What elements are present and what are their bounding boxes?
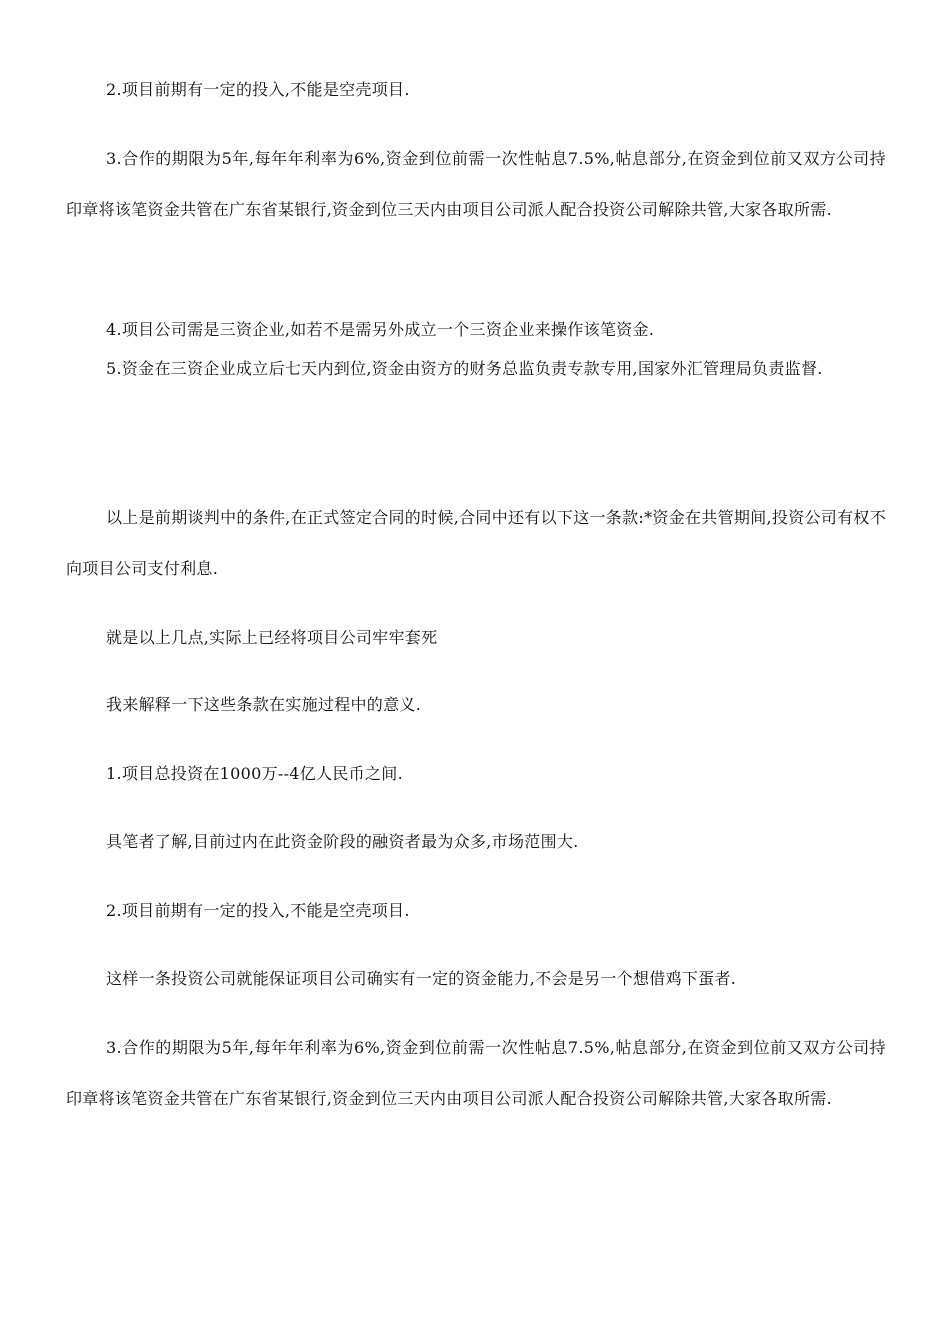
- paragraph-5: 以上是前期谈判中的条件,在正式签定合同的时候,合同中还有以下这一条款:*资金在共管期间,投资公司有权不向项目公司支付利息.: [66, 508, 886, 578]
- paragraph-6: 就是以上几点,实际上已经将项目公司牢牢套死: [106, 628, 438, 647]
- paragraph-11: 这样一条投资公司就能保证项目公司确实有一定的资金能力,不会是另一个想借鸡下蛋者.: [106, 969, 737, 988]
- paragraph-1: 2.项目前期有一定的投入,不能是空壳项目.: [106, 80, 410, 99]
- paragraph-7: 我来解释一下这些条款在实施过程中的意义.: [106, 695, 422, 714]
- paragraph-4: 5.资金在三资企业成立后七天内到位,资金由资方的财务总监负责专款专用,国家外汇管理局负责监督.: [106, 359, 823, 378]
- paragraph-8: 1.项目总投资在1000万--4亿人民币之间.: [106, 764, 403, 783]
- paragraph-3: 4.项目公司需是三资企业,如若不是需另外成立一个三资企业来操作该笔资金.: [106, 320, 655, 339]
- paragraph-10: 2.项目前期有一定的投入,不能是空壳项目.: [106, 901, 410, 920]
- paragraph-2: 3.合作的期限为5年,每年年利率为6%,资金到位前需一次性帖息7.5%,帖息部分,在资金到位前又双方公司持印章将该笔资金共管在广东省某银行,资金到位三天内由项目公司派人配合投资公司解除共管,大家各取所需.: [66, 149, 886, 219]
- paragraph-12: 3.合作的期限为5年,每年年利率为6%,资金到位前需一次性帖息7.5%,帖息部分,在资金到位前又双方公司持印章将该笔资金共管在广东省某银行,资金到位三天内由项目公司派人配合投资公司解除共管,大家各取所需.: [66, 1038, 886, 1108]
- paragraph-9: 具笔者了解,目前过内在此资金阶段的融资者最为众多,市场范围大.: [106, 832, 579, 851]
